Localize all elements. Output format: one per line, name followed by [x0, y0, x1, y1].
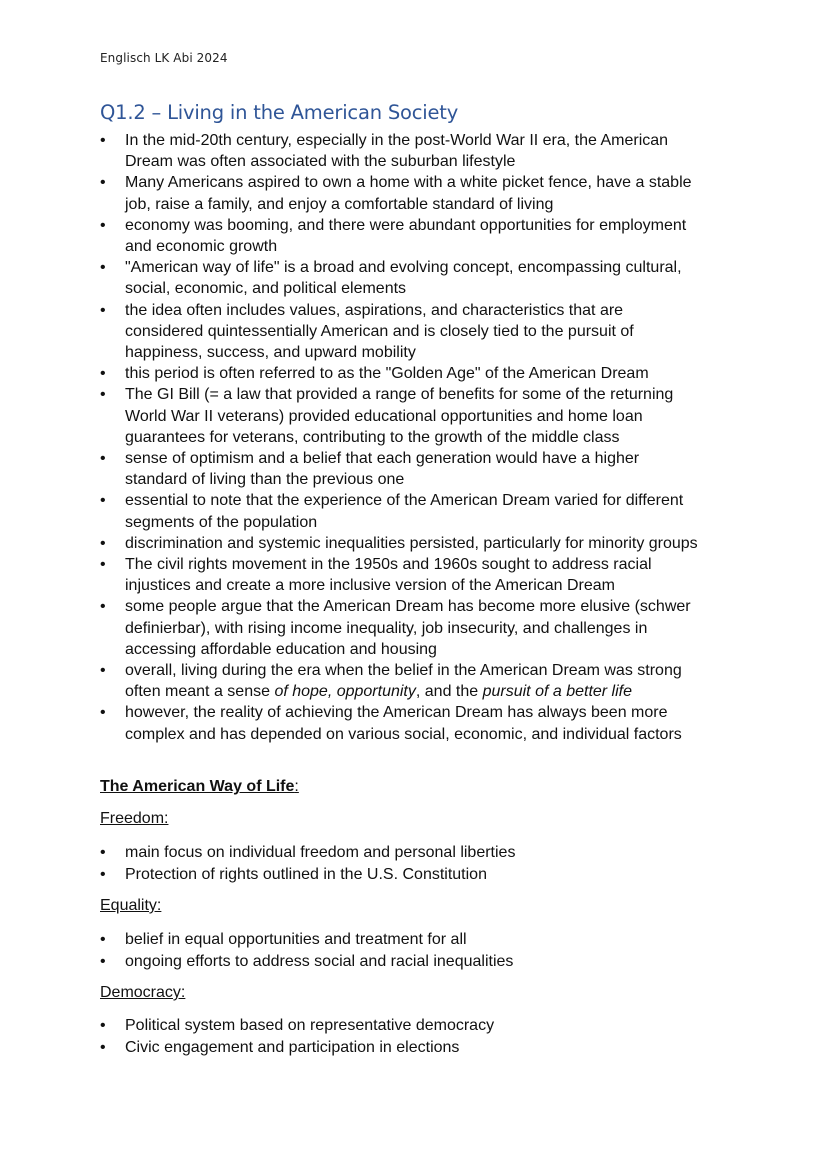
list-item: • overall, living during the era when the belief in the American Dream was strong often meant a sense of hope, opportunity, and the pursuit of a better life: [100, 662, 682, 701]
bullet-icon: •: [100, 259, 106, 277]
bullet-icon: •: [100, 844, 106, 861]
list-item: • The GI Bill (= a law that provided a range of benefits for some of the returning World War II veterans) provided educational opportunities and home loan guarantees for veterans, contributing to the growth of the middle class: [100, 386, 674, 446]
list-item: • economy was booming, and there were abundant opportunities for employment and economic growth: [100, 216, 687, 256]
list-item: • sense of optimism and a belief that each generation would have a higher standard of living than the previous one: [100, 450, 640, 489]
emphasis-text: pursuit of a better life: [482, 683, 633, 701]
democracy-list: [100, 1015, 740, 1059]
emphasis-text: of hope, opportunity: [274, 683, 416, 701]
list-item: • In the mid-20th century, especially in the post-World War II era, the American Dream was often associated with the suburban lifestyle: [100, 132, 669, 171]
bullet-icon: •: [100, 866, 106, 883]
bullet-icon: •: [100, 953, 106, 970]
running-header: Englisch LK Abi 2024: [100, 51, 228, 65]
list-item: • The civil rights movement in the 1950s and 1960s sought to address racial injustices and create a more inclusive version of the American Dream: [100, 556, 652, 595]
list-item: • however, the reality of achieving the American Dream has always been more complex and has depended on various social, economic, and individual factors: [100, 704, 682, 743]
democracy-subheading: Democracy:: [100, 984, 186, 1001]
bullet-icon: •: [100, 1039, 106, 1056]
equality-subheading: Equality:: [100, 897, 162, 914]
list-item: • Political system based on representative democracy: [100, 1015, 740, 1036]
main-bullet-list: [100, 130, 740, 745]
list-item: • main focus on individual freedom and personal liberties: [100, 842, 740, 863]
equality-list: [100, 929, 740, 973]
list-item: • "American way of life" is a broad and evolving concept, encompassing cultural, social, economic, and political elements: [100, 259, 682, 298]
list-item: • the idea often includes values, aspirations, and characteristics that are considered quintessentially American and is closely tied to the pursuit of happiness, success, and upward mobility: [100, 301, 634, 362]
list-item: • belief in equal opportunities and treatment for all: [100, 929, 740, 950]
bullet-icon: •: [100, 704, 106, 722]
list-item: • Many Americans aspired to own a home with a white picket fence, have a stable job, raise a family, and enjoy a comfortable standard of living: [100, 174, 692, 213]
list-item: • Civic engagement and participation in elections: [100, 1037, 740, 1058]
bullet-icon: •: [100, 450, 106, 468]
bullet-icon: •: [100, 492, 106, 510]
list-item: • ongoing efforts to address social and racial inequalities: [100, 951, 740, 972]
list-item: • Protection of rights outlined in the U.S. Constitution: [100, 864, 740, 885]
bullet-icon: •: [100, 662, 106, 680]
bullet-icon: •: [100, 301, 106, 319]
freedom-subheading: Freedom:: [100, 810, 169, 827]
bullet-icon: •: [100, 598, 106, 616]
bullet-icon: •: [100, 931, 106, 948]
freedom-list: [100, 842, 740, 886]
bullet-icon: •: [100, 174, 106, 192]
section-title: Q1.2 – Living in the American Society: [100, 101, 459, 124]
bullet-icon: •: [100, 1017, 106, 1034]
bullet-icon: •: [100, 386, 106, 404]
bullet-icon: •: [100, 132, 106, 149]
bullet-icon: •: [100, 556, 106, 574]
bullet-icon: •: [100, 216, 106, 234]
list-item: • essential to note that the experience of the American Dream varied for different segments of the population: [100, 492, 684, 531]
bullet-icon: •: [100, 365, 106, 383]
list-item: • discrimination and systemic inequalities persisted, particularly for minority groups: [100, 533, 740, 554]
bullet-icon: •: [100, 534, 106, 552]
list-item: • some people argue that the American Dream has become more elusive (schwer definierbar), with rising income inequality, job insecurity, and challenges in accessing affordable education and housing: [100, 598, 691, 658]
list-item: • this period is often referred to as the "Golden Age" of the American Dream: [100, 363, 740, 384]
way-of-life-heading: The American Way of Life:: [100, 778, 299, 795]
